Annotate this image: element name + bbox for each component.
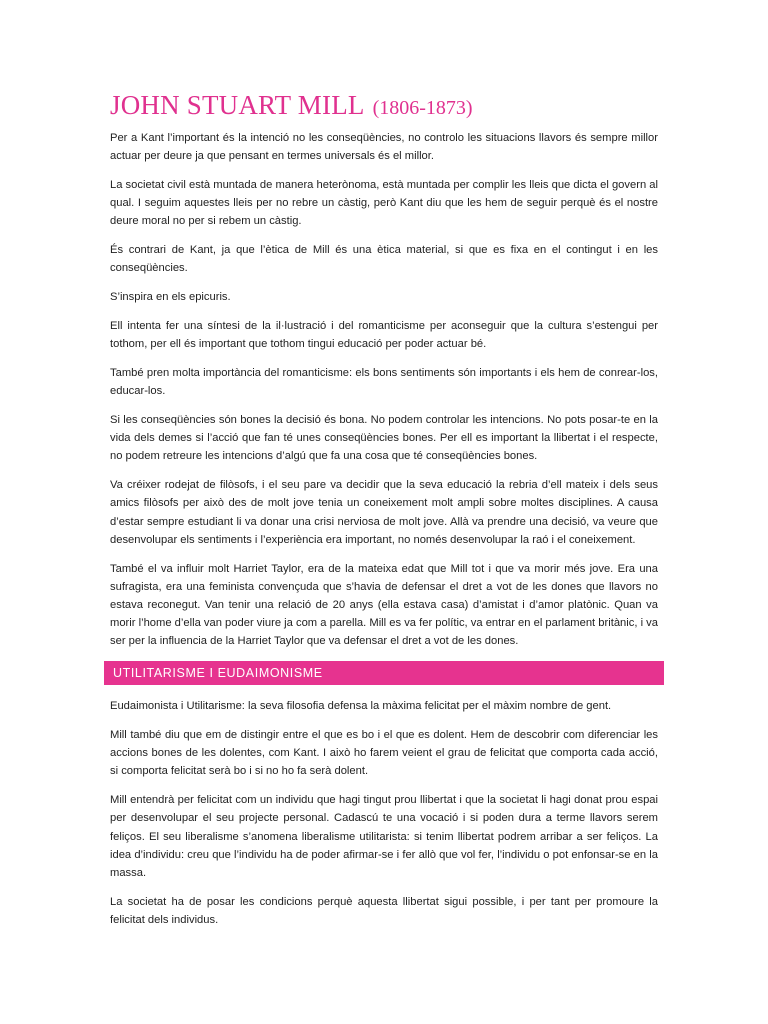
- paragraph: És contrari de Kant, ja que l’ètica de Mill és una ètica material, si que es fixa en el contingut i en les conseqüències.: [110, 244, 658, 275]
- title-name: JOHN STUART MILL: [110, 90, 365, 120]
- paragraph: Per a Kant l’important és la intenció no les conseqüències, no controlo les situacions llavors és sempre millor actuar per deure ja que pensant en termes universals és el millor.: [110, 132, 658, 163]
- paragraph: Si les conseqüències són bones la decisió és bona. No podem controlar les intencions. No pots posar-te en la vida dels demes si l’acció que fan té unes conseqüències bones. Per ell es important la llibertat i el respecte, no podem retreure les intencions d’algú que fa una cosa que té conseqüències bones.: [110, 414, 658, 463]
- paragraph: S’inspira en els epicuris.: [110, 291, 231, 304]
- section-paragraph: Mill també diu que em de distingir entre el que es bo i el que es dolent. Hem de descobrir com diferenciar les accions bones de les dolentes, com Kant. I això ho farem veient el grau de felicitat que comporta cada acció, si comporta felicitat serà bo i si no ho fa serà dolent.: [110, 729, 658, 778]
- paragraph: Ell intenta fer una síntesi de la il·lustració i del romanticisme per aconseguir que la cultura s’estengui per tothom, per ell és important que tothom tingui educació per poder actuar bé.: [110, 320, 658, 351]
- section-paragraph: Eudaimonista i Utilitarisme: la seva filosofia defensa la màxima felicitat per el màxim nombre de gent.: [110, 700, 612, 713]
- title-years: (1806-1873): [372, 97, 473, 119]
- section-heading: UTILITARISME I EUDAIMONISME: [104, 661, 664, 685]
- section-paragraph: La societat ha de posar les condicions perquè aquesta llibertat sigui possible, i per tant per promoure la felicitat dels individus.: [110, 895, 658, 927]
- paragraph: També el va influir molt Harriet Taylor, era de la mateixa edat que Mill tot i que va morir més jove. Era una sufragista, era una feminista convençuda que s’havia de defensar el dret a vot de les dones que llavors no estava reconegut. Van tenir una relació de 20 anys (ella estava casa) d’amistat i d’amor platònic. Quan va morir l’home d’ella van poder viure ja com a parella. Mill es va fer polític, va entrar en el parlament britànic, i va ser per la influencia de la Harriet Taylor que va defensar el dret a vot de les dones.: [110, 562, 658, 648]
- paragraph: La societat civil està muntada de manera heterònoma, està muntada per complir les lleis que dicta el govern al qual. I seguim aquestes lleis per no rebre un càstig, però Kant diu que les hem de seguir perquè és el nostre deure moral no per si rebem un càstig.: [110, 179, 658, 228]
- page-title: [110, 86, 658, 125]
- document-page: [110, 86, 658, 940]
- paragraph: Va créixer rodejat de filòsofs, i el seu pare va decidir que la seva educació la rebria d’ell mateix i dels seus amics filòsofs per això des de molt jove tenia un coneixement molt ampli sobre moltes disciplines. A causa d’estar sempre estudiant li va donar una crisi nerviosa de molt jove. Allà va prendre una decisió, va veure que desenvolupar els sentiments i l’experiència era important, no només desenvolupar la raó i el coneixement.: [110, 479, 658, 546]
- paragraph: També pren molta importància del romanticisme: els bons sentiments són importants i els hem de conrear-los, educar-los.: [110, 367, 658, 398]
- section-paragraph: Mill entendrà per felicitat com un individu que hagi tingut prou llibertat i que la societat li hagi donat prou espai per desenvolupar el seu projecte personal. Cadascú te una vocació i si poden dura a terme llavors serem feliços. El seu liberalisme s’anomena liberalisme utilitarista: si tenim llibertat podrem arribar a ser feliços. La idea d’individu: creu que l’individu ha de poder afirmar-se i fer allò que vol fer, l’individu o pot enfonsar-se en la massa.: [110, 794, 658, 880]
